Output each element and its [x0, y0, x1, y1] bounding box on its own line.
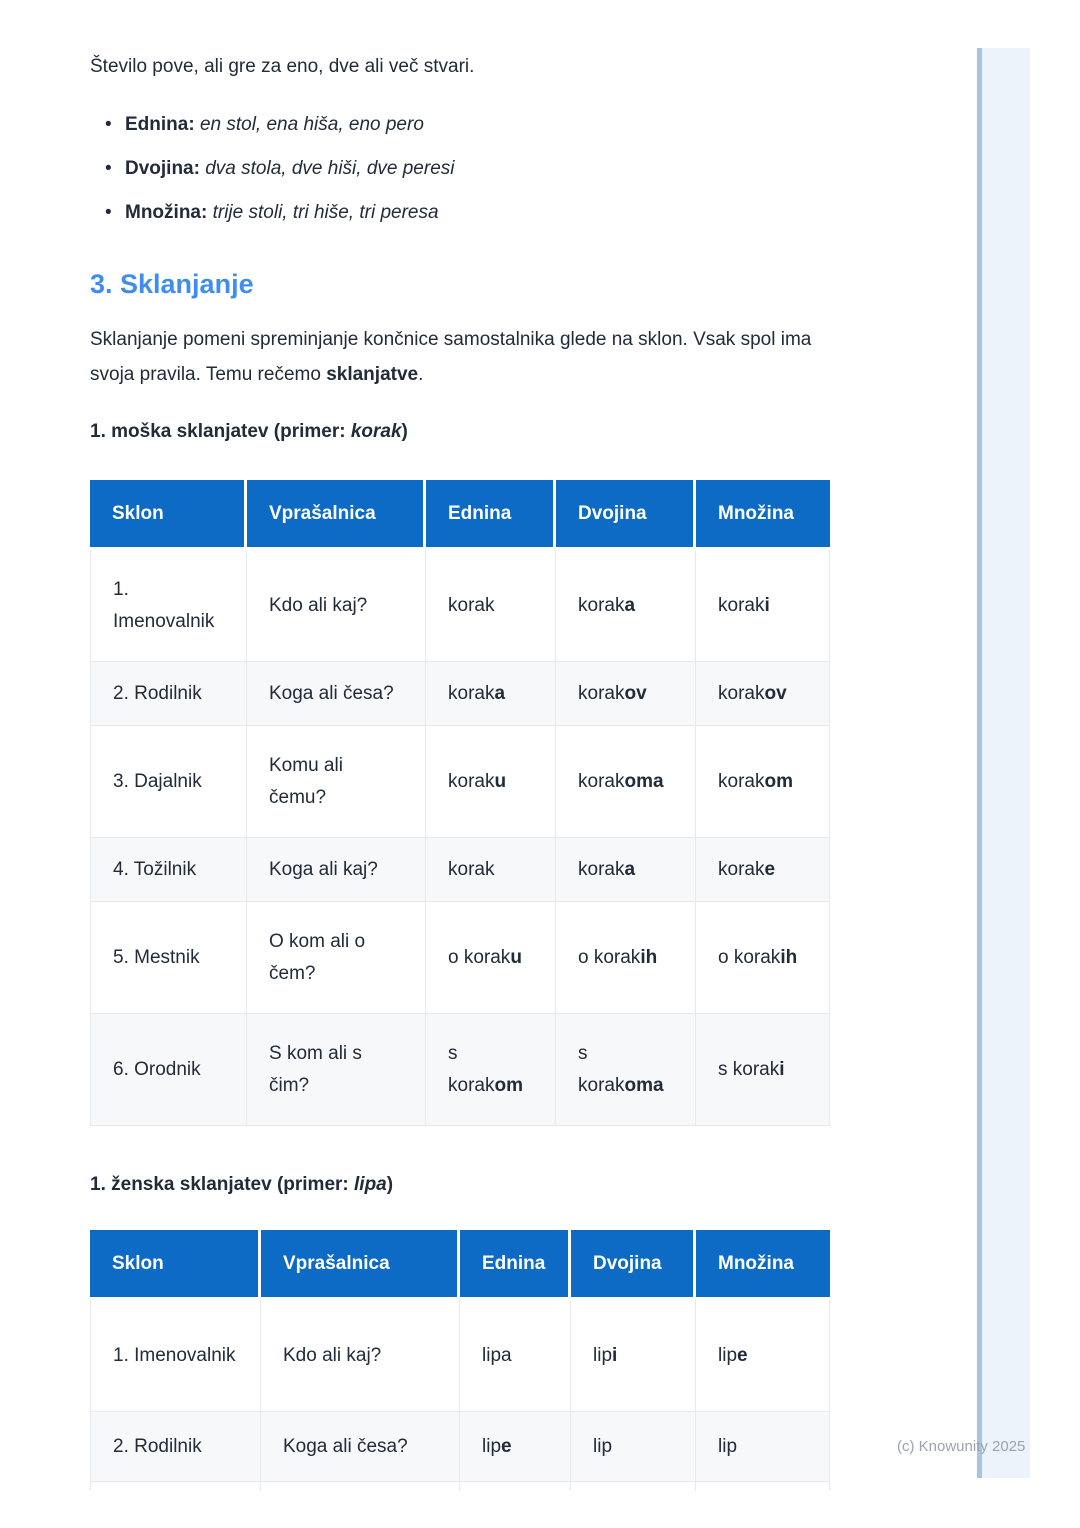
- word-ending-bold: e: [737, 1344, 748, 1366]
- number-list: [90, 111, 830, 227]
- word-ending-bold: i: [779, 1058, 785, 1080]
- word-ending-bold: e: [764, 858, 776, 880]
- table-cell: [90, 1300, 261, 1412]
- table-row: [90, 902, 830, 1014]
- word-stem: 6. Orodnik: [113, 1058, 201, 1080]
- word-stem: lip: [593, 1435, 613, 1457]
- word-stem: 2. Rodilnik: [113, 1435, 202, 1457]
- word-ending-bold: a: [494, 682, 506, 704]
- word-stem: o korak: [578, 946, 641, 968]
- word-stem: 4. Tožilnik: [113, 858, 197, 880]
- word-stem: lipa: [482, 1344, 512, 1366]
- table-cell: [460, 1482, 571, 1491]
- word-ending-bold: om: [494, 1074, 523, 1096]
- table-cell: [261, 1482, 460, 1491]
- caption-text-end: ): [401, 421, 408, 442]
- caption-text: 1. ženska sklanjatev (primer:: [90, 1174, 355, 1195]
- table-row: [90, 838, 830, 902]
- word-ending-bold: ih: [640, 946, 658, 968]
- table-cell: [696, 662, 830, 726]
- table-cell: [247, 902, 426, 1014]
- table-cell: [426, 838, 556, 902]
- list-item-label: Ednina:: [125, 114, 195, 135]
- column-header: Sklon: [90, 480, 247, 550]
- table-cell: [571, 1482, 696, 1491]
- word-stem: korak: [448, 594, 495, 616]
- word-stem: korak: [718, 858, 765, 880]
- word-stem: S kom ali s čim?: [269, 1042, 362, 1096]
- table-row: [90, 1014, 830, 1126]
- list-item-examples: en stol, ena hiša, eno pero: [199, 114, 424, 135]
- intro-text: Število pove, ali gre za eno, dve ali več stvari.: [90, 56, 475, 77]
- table-cell: [696, 1300, 830, 1412]
- word-stem: korak: [578, 858, 625, 880]
- word-stem: lip: [718, 1435, 738, 1457]
- table-row: [90, 1482, 830, 1491]
- word-stem: korak: [718, 594, 765, 616]
- word-stem: korak: [448, 858, 495, 880]
- word-stem: Koga ali česa?: [269, 682, 394, 704]
- word-stem: 3. Dajalnik: [113, 770, 202, 792]
- copyright-text: (c) Knowunity 2025: [897, 1438, 1026, 1455]
- word-ending-bold: e: [501, 1435, 512, 1457]
- table-cell: [247, 726, 426, 838]
- section-heading: 3. Sklanjanje: [90, 269, 254, 299]
- table-clip-region: [90, 1230, 830, 1491]
- column-header: Dvojina: [571, 1230, 696, 1300]
- word-stem: Koga ali kaj?: [269, 858, 378, 880]
- table-cell: [696, 1482, 830, 1491]
- column-header: Množina: [696, 1230, 830, 1300]
- word-stem: korak: [578, 594, 625, 616]
- paragraph-bold-term: sklanjatve: [326, 364, 419, 385]
- table-cell: [426, 1014, 556, 1126]
- masculine-declension-table: [90, 480, 830, 1126]
- list-item-text: [125, 111, 424, 139]
- masculine-table-caption: [90, 418, 830, 446]
- word-ending-bold: u: [510, 946, 522, 968]
- word-stem: 1. Imenovalnik: [113, 1344, 236, 1366]
- table-cell: [261, 1300, 460, 1412]
- bullet-icon: •: [105, 158, 112, 179]
- table-row: [90, 726, 830, 838]
- word-ending-bold: oma: [624, 1074, 664, 1096]
- table-row: [90, 1412, 830, 1482]
- list-item: [90, 155, 830, 183]
- word-stem: korak: [448, 770, 495, 792]
- word-stem: Komu ali čemu?: [269, 754, 343, 808]
- table-row: [90, 662, 830, 726]
- caption-example-word: lipa: [354, 1174, 387, 1195]
- word-stem: 1. Imenovalnik: [113, 578, 215, 632]
- column-header: Ednina: [460, 1230, 571, 1300]
- word-stem: lip: [482, 1435, 502, 1457]
- table-cell: [90, 550, 247, 662]
- word-stem: korak: [578, 770, 625, 792]
- scrollbar[interactable]: [977, 48, 1030, 1478]
- bullet-icon: •: [105, 114, 112, 135]
- caption-example-word: korak: [350, 421, 402, 442]
- word-ending-bold: i: [612, 1344, 618, 1366]
- word-stem: lip: [718, 1344, 738, 1366]
- word-ending-bold: a: [624, 594, 636, 616]
- table-cell: [426, 550, 556, 662]
- word-stem: Kdo ali kaj?: [269, 594, 368, 616]
- table-cell: [90, 902, 247, 1014]
- table-cell: [426, 902, 556, 1014]
- table-cell: [696, 1412, 830, 1482]
- table-row: [90, 1300, 830, 1412]
- table-cell: [460, 1300, 571, 1412]
- word-ending-bold: ov: [764, 682, 787, 704]
- table-cell: [90, 1482, 261, 1491]
- word-ending-bold: ih: [780, 946, 798, 968]
- word-stem: o korak: [718, 946, 781, 968]
- table-cell: [426, 662, 556, 726]
- word-stem: korak: [718, 770, 765, 792]
- word-stem: korak: [448, 682, 495, 704]
- table-cell: [90, 1412, 261, 1482]
- header-row: [90, 1230, 830, 1300]
- caption-text-end: ): [386, 1174, 394, 1195]
- column-header: Sklon: [90, 1230, 261, 1300]
- table-cell: [696, 902, 830, 1014]
- paragraph-text-end: .: [418, 364, 424, 385]
- table-row: [90, 550, 830, 662]
- list-item-text: [125, 155, 454, 183]
- table-cell: [696, 1014, 830, 1126]
- table-cell: [261, 1412, 460, 1482]
- list-item-text: [125, 199, 439, 227]
- document-content: [90, 0, 830, 1491]
- caption-text: 1. moška sklanjatev (primer:: [90, 421, 351, 442]
- table-cell: [571, 1300, 696, 1412]
- word-stem: Koga ali česa?: [283, 1435, 408, 1457]
- word-stem: 2. Rodilnik: [113, 682, 202, 704]
- table-cell: [556, 1014, 696, 1126]
- table-cell: [90, 838, 247, 902]
- body-paragraph: [90, 322, 830, 392]
- word-ending-bold: ov: [624, 682, 647, 704]
- column-header: Množina: [696, 480, 830, 550]
- column-header: Dvojina: [556, 480, 696, 550]
- word-ending-bold: oma: [624, 770, 664, 792]
- word-stem: Kdo ali kaj?: [283, 1344, 382, 1366]
- word-stem: s korak: [578, 1042, 625, 1096]
- column-header: Vprašalnica: [261, 1230, 460, 1300]
- paragraph-text: Sklanjanje pomeni spreminjanje končnice samostalnika glede na sklon. Vsak spol ima svoja pravila. Temu rečemo: [90, 329, 812, 385]
- table-cell: [556, 838, 696, 902]
- table-cell: [696, 838, 830, 902]
- table-cell: [556, 550, 696, 662]
- word-stem: O kom ali o čem?: [269, 930, 366, 984]
- word-stem: lip: [593, 1344, 613, 1366]
- feminine-declension-table: [90, 1230, 830, 1491]
- table-cell: [696, 550, 830, 662]
- word-ending-bold: u: [494, 770, 507, 792]
- word-stem: 5. Mestnik: [113, 946, 200, 968]
- word-stem: s korak: [718, 1058, 780, 1080]
- table-cell: [90, 1014, 247, 1126]
- table-cell: [556, 726, 696, 838]
- list-item-examples: trije stoli, tri hiše, tri peresa: [212, 202, 439, 223]
- word-ending-bold: om: [764, 770, 793, 792]
- bullet-icon: •: [105, 202, 112, 223]
- word-stem: o korak: [448, 946, 511, 968]
- word-stem: korak: [578, 682, 625, 704]
- feminine-table-caption: [90, 1171, 830, 1199]
- table-cell: [696, 726, 830, 838]
- list-item-label: Dvojina:: [125, 158, 200, 179]
- word-ending-bold: i: [764, 594, 770, 616]
- word-ending-bold: a: [624, 858, 636, 880]
- table-cell: [90, 726, 247, 838]
- table-cell: [247, 1014, 426, 1126]
- word-stem: korak: [718, 682, 765, 704]
- table-cell: [460, 1412, 571, 1482]
- table-cell: [90, 662, 247, 726]
- table-cell: [426, 726, 556, 838]
- list-item: [90, 111, 830, 139]
- word-stem: s korak: [448, 1042, 495, 1096]
- column-header: Vprašalnica: [247, 480, 426, 550]
- table-cell: [247, 838, 426, 902]
- table-cell: [247, 550, 426, 662]
- list-item: [90, 199, 830, 227]
- table-cell: [247, 662, 426, 726]
- table-cell: [571, 1412, 696, 1482]
- table-cell: [556, 662, 696, 726]
- list-item-examples: dva stola, dve hiši, dve peresi: [205, 158, 455, 179]
- header-row: [90, 480, 830, 550]
- list-item-label: Množina:: [125, 202, 208, 223]
- table-cell: [556, 902, 696, 1014]
- column-header: Ednina: [426, 480, 556, 550]
